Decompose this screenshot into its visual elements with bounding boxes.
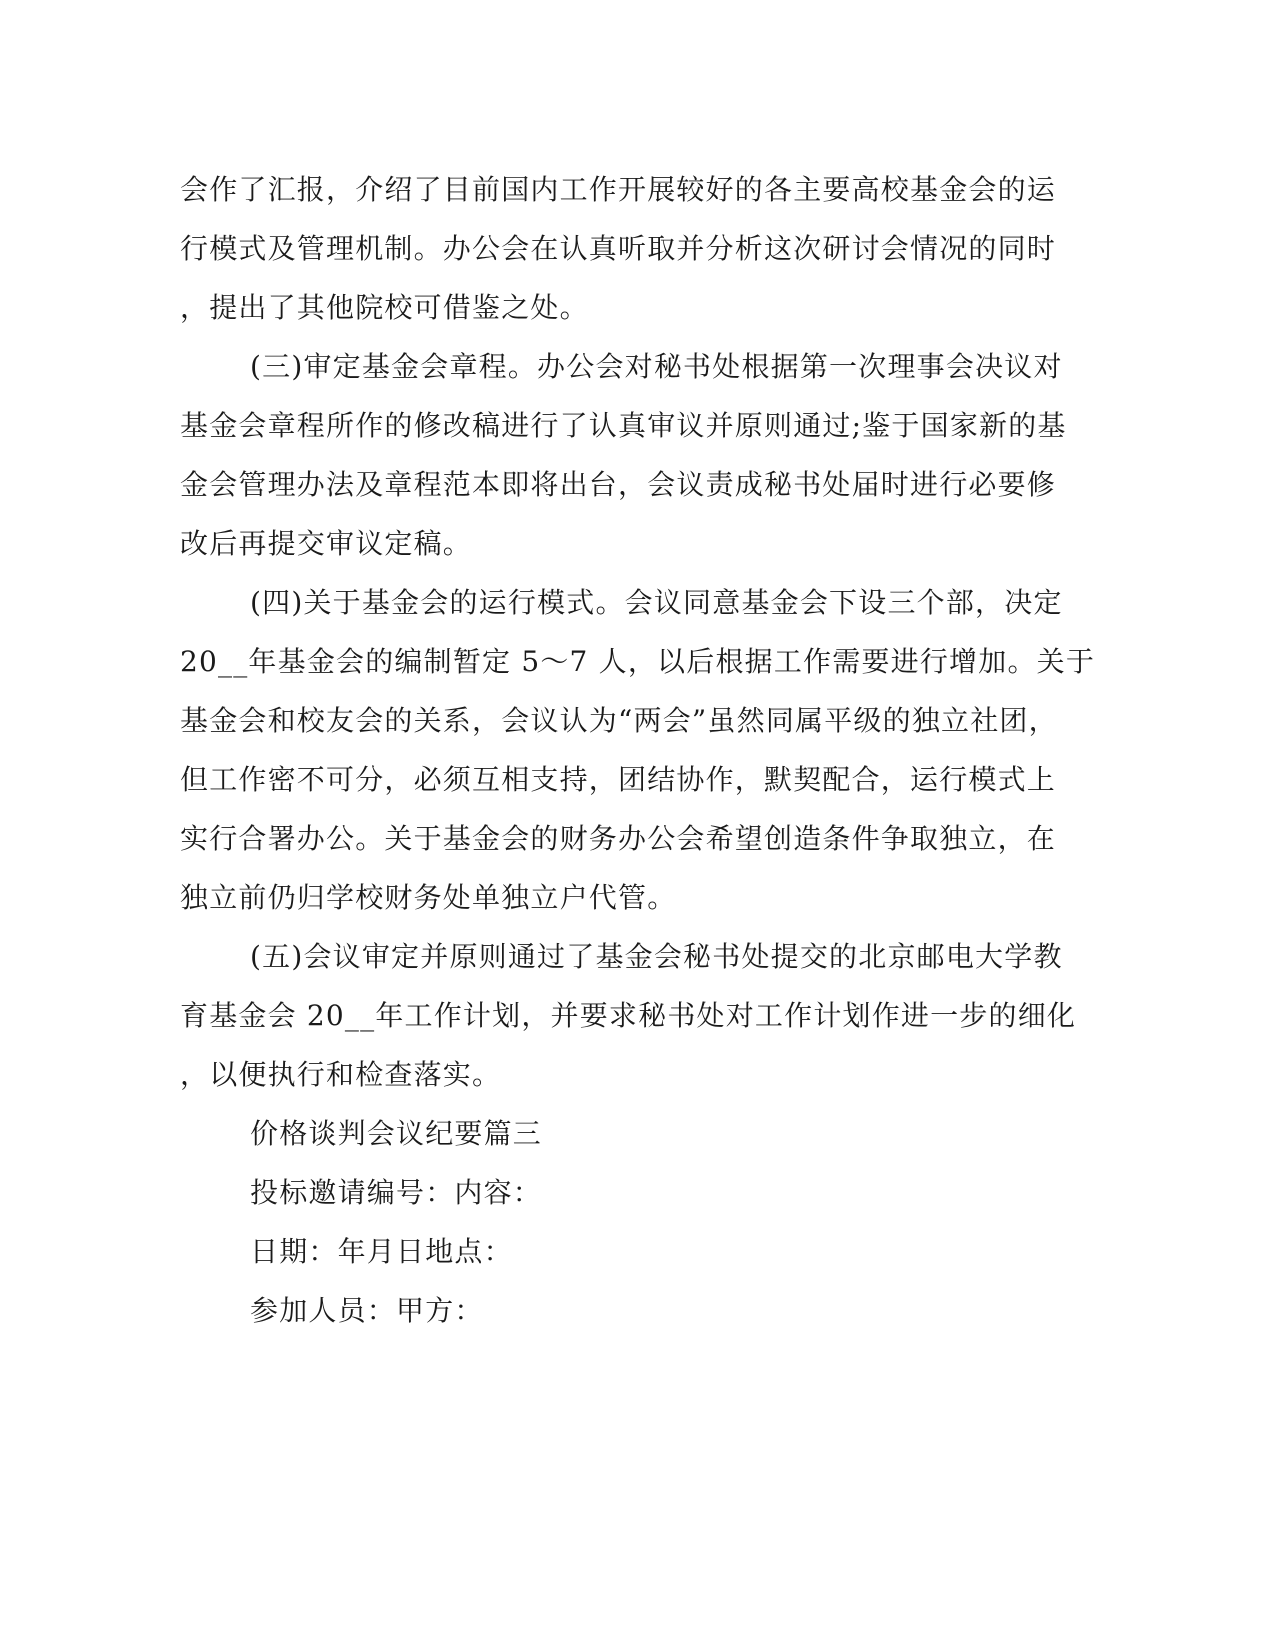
form-field-line: 投标邀请编号：内容：: [250, 1176, 543, 1209]
text-line: 基金会和校友会的关系，会议认为“两会”虽然同属平级的独立社团，: [180, 704, 1058, 737]
text-line: 行模式及管理机制。办公会在认真听取并分析这次研讨会情况的同时: [180, 232, 1057, 265]
text-line: 但工作密不可分，必须互相支持，团结协作，默契配合，运行模式上: [180, 763, 1057, 796]
text-line: 基金会章程所作的修改稿进行了认真审议并原则通过;鉴于国家新的基: [180, 409, 1067, 442]
text-line: ，提出了其他院校可借鉴之处。: [180, 291, 589, 324]
text-line: 会作了汇报，介绍了目前国内工作开展较好的各主要高校基金会的运: [180, 173, 1057, 206]
form-field-line: 日期：年月日地点：: [250, 1235, 513, 1268]
text-line: 育基金会 20__年工作计划，并要求秘书处对工作计划作进一步的细化: [180, 999, 1077, 1032]
form-field-line: 参加人员：甲方：: [250, 1294, 484, 1327]
text-line: 20__年基金会的编制暂定 5～7 人，以后根据工作需要进行增加。关于: [180, 645, 1096, 678]
text-line: 改后再提交审议定稿。: [180, 527, 473, 560]
paragraph-start-line: (五)会议审定并原则通过了基金会秘书处提交的北京邮电大学教: [250, 940, 1063, 973]
paragraph-start-line: (四)关于基金会的运行模式。会议同意基金会下设三个部，决定: [250, 586, 1063, 619]
text-line: 实行合署办公。关于基金会的财务办公会希望创造条件争取独立，在: [180, 822, 1057, 855]
text-line: ，以便执行和检查落实。: [180, 1058, 502, 1091]
document-body: [180, 160, 1096, 1340]
text-line: 独立前仍归学校财务处单独立户代管。: [180, 881, 677, 914]
text-line: 金会管理办法及章程范本即将出台，会议责成秘书处届时进行必要修: [180, 468, 1057, 501]
section-heading: 价格谈判会议纪要篇三: [250, 1117, 543, 1150]
paragraph-start-line: (三)审定基金会章程。办公会对秘书处根据第一次理事会决议对: [250, 350, 1063, 383]
